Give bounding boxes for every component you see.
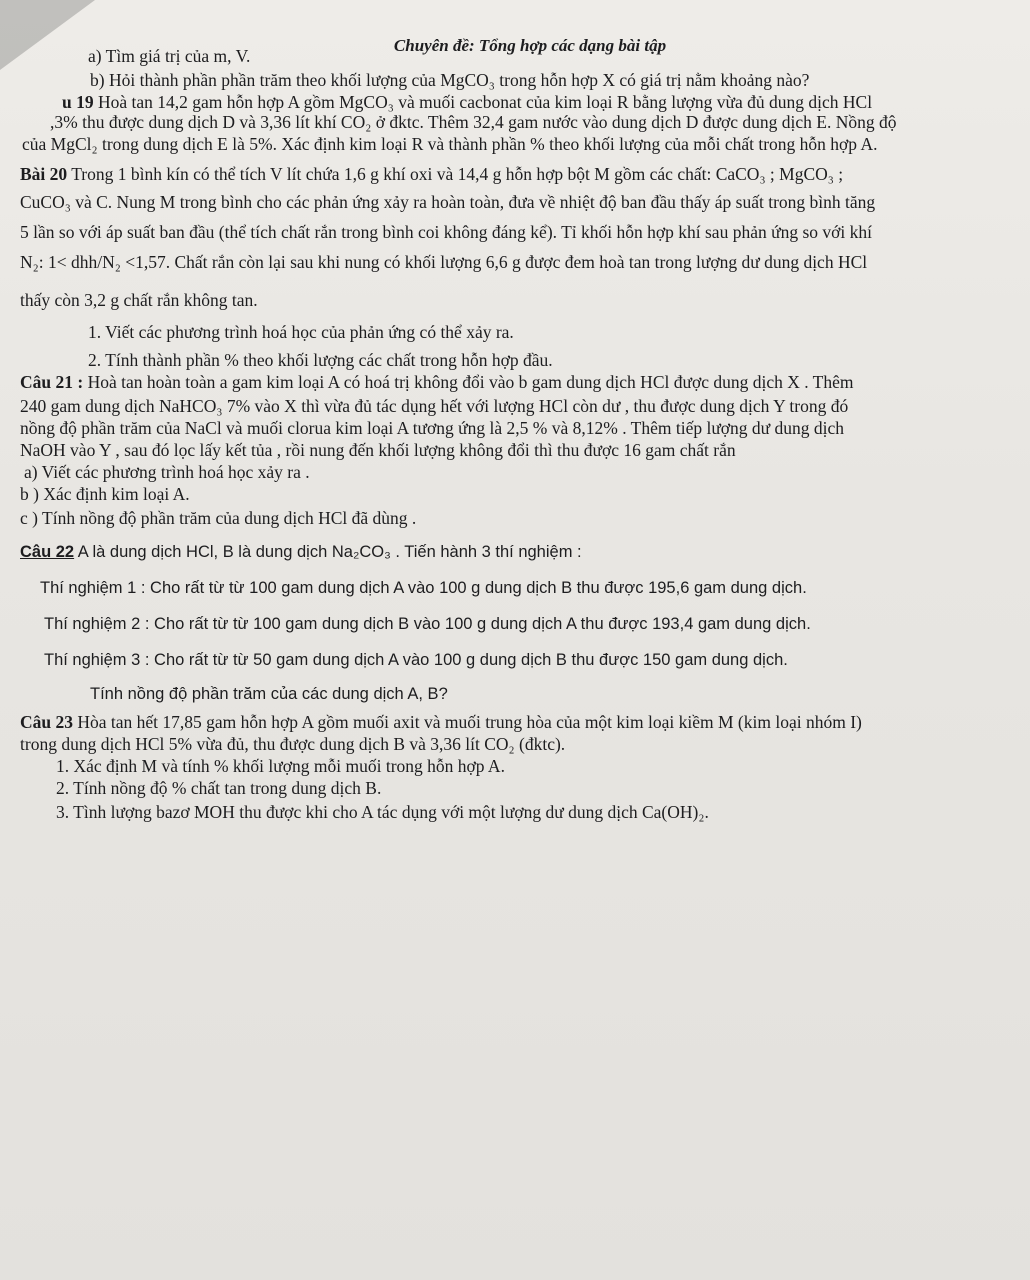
q20-line-4: N₂: 1< dhh/N₂ <1,57. Chất rắn còn lại sau khi nung có khối lượng 6,6 g được đem hoà tan trong lượng dư dung dịch HCl <box>20 252 868 272</box>
q21-text-1: Hoà tan hoàn toàn a gam kim loại A có hoá trị không đổi vào b gam dung dịch HCl được dung dịch X . Thêm <box>83 372 854 392</box>
q21-line-3: nồng độ phần trăm của NaCl và muối clorua kim loại A tương ứng là 2,5 % và 8,12% . Thêm tiếp lượng dư dung dịch <box>20 418 845 438</box>
q20-line-3: 5 lần so với áp suất ban đầu (thể tích chất rắn trong bình coi không đáng kể). Tỉ khối hỗn hợp khí sau phản ứng so với khí <box>20 222 872 242</box>
q23-line-2: trong dung dịch HCl 5% vừa đủ, thu được dung dịch B và 3,36 lít CO₂ (đktc). <box>20 734 566 754</box>
q22-label: Câu 22 <box>20 543 75 561</box>
q22-experiment-2: Thí nghiệm 2 : Cho rất từ từ 100 gam dung dịch B vào 100 g dung dịch A thu được 193,4 gam dung dịch. <box>44 615 811 633</box>
q23-sub-3: 3. Tình lượng bazơ MOH thu được khi cho A tác dụng với một lượng dư dung dịch Ca(OH)₂. <box>56 802 709 822</box>
q22-experiment-3: Thí nghiệm 3 : Cho rất từ từ 50 gam dung dịch A vào 100 g dung dịch B thu được 150 gam dung dịch. <box>44 651 788 669</box>
q23-line-1 <box>20 712 862 732</box>
q21-line-4: NaOH vào Y , sau đó lọc lấy kết tủa , rồi nung đến khối lượng không đổi thì thu được 16 gam chất rắn <box>20 440 736 460</box>
q20-line-5: thấy còn 3,2 g chất rắn không tan. <box>20 290 258 310</box>
q19-label: u 19 <box>62 92 94 112</box>
q22-line-1 <box>20 542 582 562</box>
q22-text-1: A là dung dịch HCl, B là dung dịch Na₂CO₃ . Tiến hành 3 thí nghiệm : <box>74 543 582 561</box>
page-header: Chuyên đề: Tổng hợp các dạng bài tập <box>393 36 667 55</box>
q19-text-1: Hoà tan 14,2 gam hỗn hợp A gồm MgCO₃ và muối cacbonat của kim loại R bằng lượng vừa đủ dung dịch HCl <box>93 92 873 112</box>
q21-part-c: c ) Tính nồng độ phần trăm của dung dịch HCl đã dùng . <box>20 508 417 528</box>
q21-line-2: 240 gam dung dịch NaHCO₃ 7% vào X thì vừa đủ tác dụng hết với lượng HCl còn dư , thu được dung dịch Y trong đó <box>20 396 849 416</box>
q23-text-1: Hòa tan hết 17,85 gam hỗn hợp A gồm muối axit và muối trung hòa của một kim loại kiềm M (kim loại nhóm I) <box>73 712 862 732</box>
q23-sub-1: 1. Xác định M và tính % khối lượng mỗi muối trong hỗn hợp A. <box>56 756 505 776</box>
q19-line-1 <box>62 92 872 112</box>
q21-part-a: a) Viết các phương trình hoá học xảy ra . <box>24 462 310 482</box>
q20-line-2: CuCO₃ và C. Nung M trong bình cho các phản ứng xảy ra hoàn toàn, đưa về nhiệt độ ban đầu thấy áp suất trong bình tăng <box>20 192 876 212</box>
q20-line-1 <box>20 164 843 184</box>
q18-part-b: b) Hỏi thành phần phần trăm theo khối lượng của MgCO₃ trong hỗn hợp X có giá trị nằm khoảng nào? <box>90 70 810 90</box>
q23-label: Câu 23 <box>20 712 73 732</box>
q22-experiment-1: Thí nghiệm 1 : Cho rất từ từ 100 gam dung dịch A vào 100 g dung dịch B thu được 195,6 gam dung dịch. <box>40 579 807 597</box>
q21-line-1 <box>20 372 854 392</box>
q20-sub-2: 2. Tính thành phần % theo khối lượng các chất trong hỗn hợp đầu. <box>88 350 553 370</box>
q19-line-3: của MgCl₂ trong dung dịch E là 5%. Xác định kim loại R và thành phần % theo khối lượng của mỗi chất trong hỗn hợp A. <box>22 134 878 154</box>
q23-sub-2: 2. Tính nồng độ % chất tan trong dung dịch B. <box>56 778 382 798</box>
q19-line-2: ,3% thu được dung dịch D và 3,36 lít khí CO₂ ở đktc. Thêm 32,4 gam nước vào dung dịch D được dung dịch E. Nồng độ <box>50 112 897 132</box>
page-corner-shadow <box>0 0 95 70</box>
q22-question: Tính nồng độ phần trăm của các dung dịch A, B? <box>90 685 448 703</box>
q21-label: Câu 21 : <box>20 372 84 392</box>
q20-sub-1: 1. Viết các phương trình hoá học của phản ứng có thể xảy ra. <box>88 322 514 342</box>
q20-text-1: Trong 1 bình kín có thể tích V lít chứa 1,6 g khí oxi và 14,4 g hỗn hợp bột M gồm các chất: CaCO₃ ; MgCO₃ ; <box>67 164 844 184</box>
q21-part-b: b ) Xác định kim loại A. <box>20 484 190 504</box>
q20-label: Bài 20 <box>20 164 68 184</box>
q18-part-a: a) Tìm giá trị của m, V. <box>88 46 251 66</box>
